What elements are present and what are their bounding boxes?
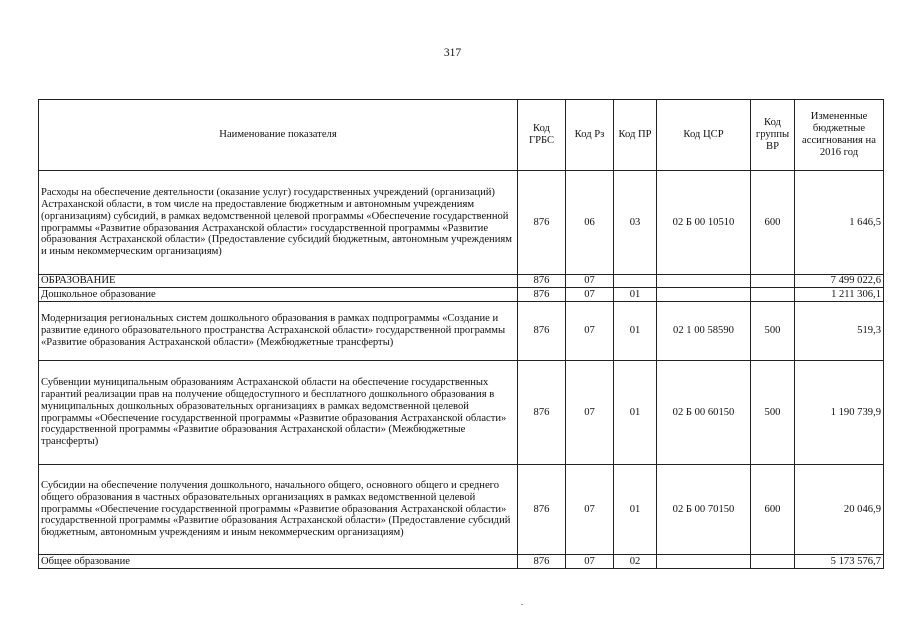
row-vr: 600	[751, 465, 795, 555]
row-grbs: 876	[518, 555, 566, 569]
row-grbs: 876	[518, 275, 566, 288]
row-csr	[657, 275, 751, 288]
row-vr: 500	[751, 361, 795, 465]
row-pr	[614, 275, 657, 288]
budget-table	[38, 99, 884, 569]
row-amount: 1 646,5	[795, 171, 884, 275]
row-name: Модернизация региональных систем дошкольного образования в рамках подпрограммы «Создание и развитие единого образовательного пространства Астраханской области» государственной программы «Развитие образования Астраханской области» (Межбюджетные трансферты)	[39, 302, 518, 361]
row-rz: 07	[566, 288, 614, 302]
row-pr: 03	[614, 171, 657, 275]
row-name: Расходы на обеспечение деятельности (оказание услуг) государственных учреждений (организаций) Астраханской области, в том числе на предоставление бюджетным и автономным учреждениям (организациям) субсидий, в рамках ведомственной целевой программы «Обеспечение государственной программы «Развитие образования Астраханской области» государственной программы «Развитие образования Астраханской области» (Предоставление субсидий бюджетным, автономным учреждениям и иным некоммерческим организациям)	[39, 171, 518, 275]
row-amount: 5 173 576,7	[795, 555, 884, 569]
row-rz: 07	[566, 555, 614, 569]
header-vr: Код группы ВР	[751, 100, 795, 171]
row-name: ОБРАЗОВАНИЕ	[39, 275, 518, 288]
table-row	[39, 361, 884, 465]
table-row	[39, 288, 884, 302]
header-rz: Код Рз	[566, 100, 614, 171]
row-csr: 02 1 00 58590	[657, 302, 751, 361]
row-amount: 20 046,9	[795, 465, 884, 555]
scan-speck	[521, 604, 523, 605]
row-pr: 01	[614, 465, 657, 555]
table-row	[39, 171, 884, 275]
table-header	[39, 100, 884, 171]
header-pr: Код ПР	[614, 100, 657, 171]
row-grbs: 876	[518, 361, 566, 465]
header-name: Наименование показателя	[39, 100, 518, 171]
row-pr: 01	[614, 361, 657, 465]
row-vr: 500	[751, 302, 795, 361]
header-amount: Измененные бюджетные ассигнования на 2016 год	[795, 100, 884, 171]
row-csr	[657, 288, 751, 302]
row-name: Общее образование	[39, 555, 518, 569]
page-number: 317	[443, 47, 462, 59]
row-amount: 1 190 739,9	[795, 361, 884, 465]
row-vr	[751, 275, 795, 288]
row-grbs: 876	[518, 171, 566, 275]
row-csr	[657, 555, 751, 569]
row-pr: 01	[614, 288, 657, 302]
row-amount: 1 211 306,1	[795, 288, 884, 302]
row-vr	[751, 288, 795, 302]
row-vr: 600	[751, 171, 795, 275]
row-pr: 02	[614, 555, 657, 569]
table-row	[39, 465, 884, 555]
row-grbs: 876	[518, 302, 566, 361]
row-pr: 01	[614, 302, 657, 361]
row-amount: 7 499 022,6	[795, 275, 884, 288]
row-csr: 02 Б 00 60150	[657, 361, 751, 465]
row-csr: 02 Б 00 10510	[657, 171, 751, 275]
row-rz: 07	[566, 465, 614, 555]
row-rz: 07	[566, 275, 614, 288]
row-csr: 02 Б 00 70150	[657, 465, 751, 555]
row-rz: 06	[566, 171, 614, 275]
row-grbs: 876	[518, 465, 566, 555]
table-body	[39, 171, 884, 569]
row-amount: 519,3	[795, 302, 884, 361]
row-vr	[751, 555, 795, 569]
header-grbs: Код ГРБС	[518, 100, 566, 171]
table-row	[39, 555, 884, 569]
row-rz: 07	[566, 302, 614, 361]
table-row	[39, 302, 884, 361]
row-grbs: 876	[518, 288, 566, 302]
row-name: Субвенции муниципальным образованиям Астраханской области на обеспечение государственных гарантий реализации прав на получение общедоступного и бесплатного дошкольного образования в муниципальных дошкольных образовательных организациях в рамках ведомственной целевой программы «Обеспечение государственной программы «Развитие образования Астраханской области» государственной программы «Развитие образования Астраханской области» (Межбюджетные трансферты)	[39, 361, 518, 465]
table-row	[39, 275, 884, 288]
row-name: Дошкольное образование	[39, 288, 518, 302]
row-name: Субсидии на обеспечение получения дошкольного, начального общего, основного общего и среднего общего образования в частных образовательных организациях в рамках ведомственной целевой программы «Обеспечение государственной программы «Развитие образования Астраханской области» государственной программы «Развитие образования Астраханской области» (Предоставление субсидий бюджетным, автономным учреждениям и иным некоммерческим организациям)	[39, 465, 518, 555]
header-csr: Код ЦСР	[657, 100, 751, 171]
row-rz: 07	[566, 361, 614, 465]
